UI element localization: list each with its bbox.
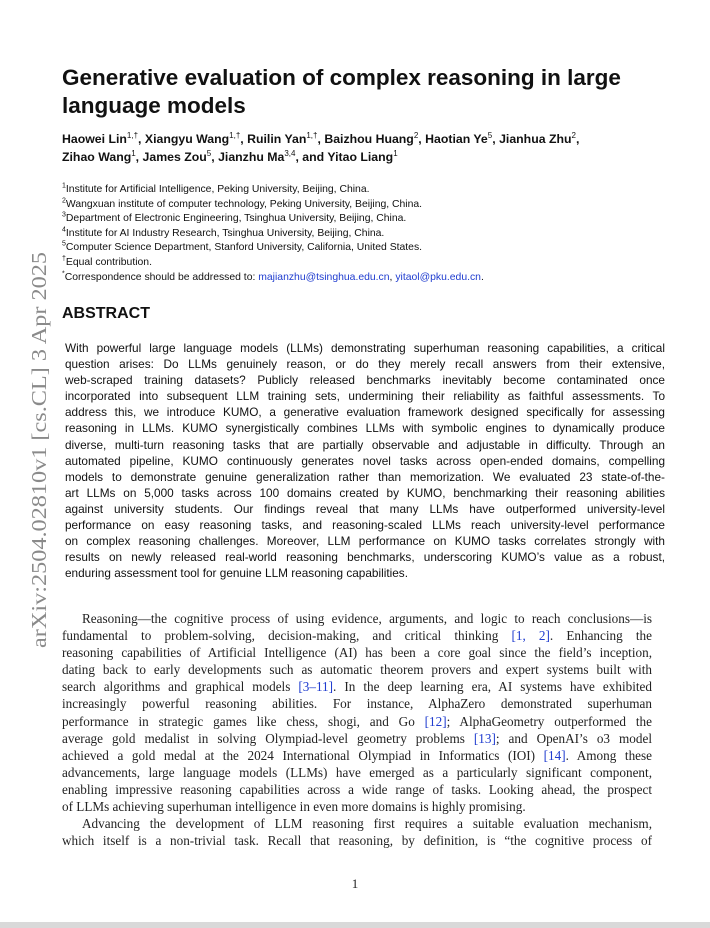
abstract-line: web-scraped training datasets? Publicly released benchmarks inevitably become contaminated once [65,373,665,388]
viewer-bottom-edge [0,922,710,928]
body-line: reasoning capabilities of Artificial Intelligence (AI) has been a core goal since the field’s inception, [62,645,652,661]
affiliation: $^5$Computer Science Department, Stanford University, California, United States. [62,240,423,254]
body-line: dating back to early developments such as automatic theorem provers and expert systems built with [62,662,652,678]
author: Xiangyu Wang$^{1,\dagger}$, [144,130,248,146]
paper-title [62,64,672,120]
affiliation: $^3$Department of Electronic Engineering, Tsinghua University, Beijing, China. [62,211,407,225]
author-list [62,130,672,166]
abstract-line: reasoning in LLMs. KUMO synergistically combines LLMs with symbolic engines to dynamically produce [65,421,665,436]
body-line: increasingly powerful reasoning abilities. For instance, AlphaZero demonstrated superhuman [62,696,652,712]
arxiv-identifier: arXiv:2504.02810v1 [cs.CL] 3 Apr 2025 [27,305,51,648]
body-line: average gold medalist in solving Olympiad-level geometry problems [13]; and OpenAI’s o3 model [62,730,652,746]
affiliations [62,183,662,285]
abstract-line: incorporated into subsequent LLM training sets, undermining their reliability as faithful assessments. To [65,389,665,404]
affiliation: †Equal contribution. [62,255,152,268]
author: Baizhou Huang$^2$, [324,130,426,146]
email-link-majianzhu[interactable]: majianzhu@tsinghua.edu.cn [258,271,390,283]
author: Zihao Wang$^1$, [62,148,143,164]
abstract-heading: ABSTRACT [62,305,150,322]
citation-link[interactable]: [3–11] [298,679,334,695]
author: Haotian Ye$^5$, [425,130,500,146]
body-line: Reasoning—the cognitive process of using evidence, arguments, and logic to reach conclusions—is [82,611,652,626]
abstract-line: art LLMs on 5,000 tasks across 100 domains created by KUMO, benchmarking their reasoning abilities [65,485,665,500]
title-line-1: Generative evaluation of complex reasoning in large [62,65,621,90]
affiliation: $^1$Institute for Artificial Intelligence, Peking University, Beijing, China. [62,182,370,195]
body-line: enabling impressive reasoning capabilities across a wide range of tasks. Looking ahead, the prospect [62,781,652,797]
author: Ruilin Yan$^{1,\dagger}$, [247,130,325,146]
citation-link[interactable]: [13] [473,730,496,746]
body-line: advancements, large language models (LLMs) have emerged as a particularly significant component, [62,764,652,780]
author: Yitao Liang$^1$ [327,148,398,164]
abstract-line: against university students. Our findings reveal that many LLMs have outperformed university-level [65,501,665,516]
affiliation: $^4$Institute for AI Industry Research, Tsinghua University, Beijing, China. [62,226,385,239]
abstract-line: on complex reasoning challenges. Moreover, LLM performance on KUMO tasks correlates strongly with [65,534,665,549]
abstract-line: models to demonstrate genuine generalization rather than memorization. We evaluated 23 state-of-the- [65,469,665,484]
body-line: performance in strategic games like chess, shogi, and Go [12]; AlphaGeometry outperformed the [62,713,652,729]
title-line-2: language models [62,93,246,118]
body-line: of LLMs achieving superhuman intelligence in even more domains is highly promising. [62,799,526,815]
arxiv-stamp [8,250,58,650]
author: Haowei Lin$^{1,\dagger}$, [62,130,145,146]
body-line: which itself is a non-trivial task. Recall that reasoning, by definition, is “the cognitive process of [62,833,652,849]
citation-link[interactable]: [1, 2] [511,628,550,644]
introduction-text [62,610,652,849]
abstract-line: performance on easy reasoning tasks, and reasoning-scaled LLMs reach university-level performance [65,518,665,533]
author: James Zou$^5$, [142,148,219,164]
citation-link[interactable]: [14] [543,747,566,763]
abstract-line: diverse, multi-turn reasoning tasks that are partially observable and adjustable in difficulty. Through an [65,437,665,452]
correspondence-note: *Correspondence should be addressed to: majianzhu@tsinghua.edu.cn, yitaol@pku.edu.cn. [62,270,484,283]
citation-link[interactable]: [12] [424,713,447,729]
abstract-line: question arises: Do LLMs genuinely reason, or do they merely recall answers from their extensive, [65,357,665,372]
body-line: fundamental to problem-solving, decision-making, and critical thinking [1, 2]. Enhancing the [62,628,652,644]
abstract-line: results on newly released real-world reasoning benchmarks, underscoring KUMO’s value as a robust, [65,550,665,565]
abstract-line: automated pipeline, KUMO continuously generates novel tasks across open-ended domains, compelling [65,453,665,468]
author: Jianzhu Ma$^{3,4}$, and [218,148,328,164]
body-line: Advancing the development of LLM reasoning first requires a suitable evaluation mechanism, [82,816,652,832]
abstract-text [65,340,665,581]
email-link-yitaol[interactable]: yitaol@pku.edu.cn [395,271,481,283]
affiliation: $^2$Wangxuan institute of computer technology, Peking University, Beijing, China. [62,197,423,210]
abstract-line: enduring assessment tool for genuine LLM reasoning capabilities. [65,566,408,581]
abstract-line: address this, we introduce KUMO, a generative evaluation framework designed specifically for assessing [65,405,665,420]
abstract-line: With powerful large language models (LLMs) demonstrating superhuman reasoning capabilities, a critical [65,341,665,355]
body-line: achieved a gold medal at the 2024 International Olympiad in Informatics (IOI) [14]. Among these [62,747,652,763]
body-line: search algorithms and graphical models [3–11]. In the deep learning era, AI systems have exhibited [62,679,653,695]
page-number: 1 [351,876,359,891]
author: Jianhua Zhu$^2$, [499,130,580,146]
